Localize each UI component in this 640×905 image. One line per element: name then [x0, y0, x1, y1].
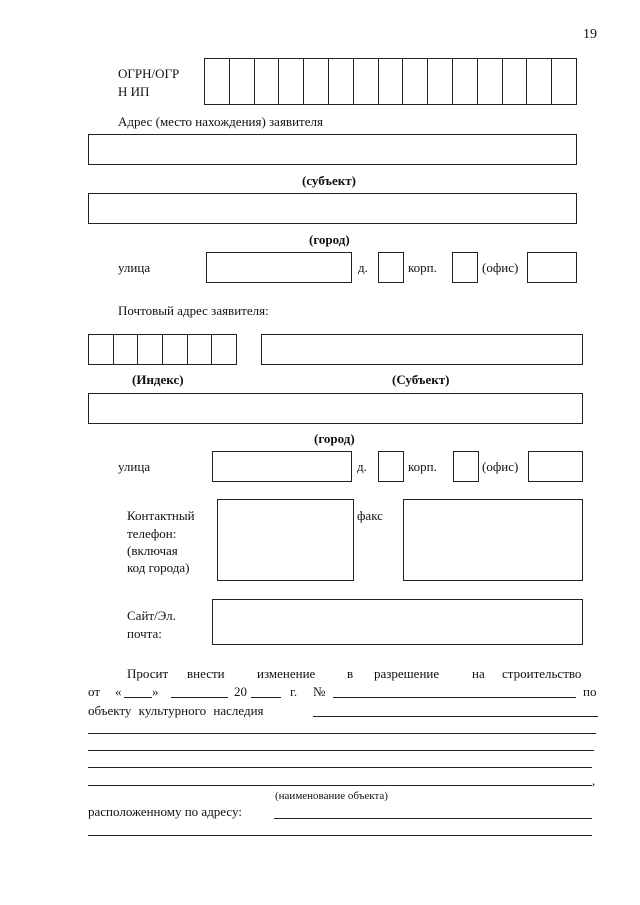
quote-close: » — [152, 684, 159, 699]
ogrn-cell[interactable] — [403, 59, 428, 104]
request-word: изменение — [257, 666, 316, 681]
object-name-blank[interactable] — [88, 733, 596, 734]
city-field[interactable] — [88, 193, 577, 224]
object-name-blank[interactable] — [88, 750, 594, 751]
ogrn-cell[interactable] — [230, 59, 255, 104]
postal-street-field[interactable] — [212, 451, 352, 482]
subject-caption: (субъект) — [302, 173, 356, 188]
street-field[interactable] — [206, 252, 352, 283]
request-word: на — [472, 666, 485, 681]
site-label-line1: Сайт/Эл. — [127, 608, 176, 623]
request-word: в — [347, 666, 354, 681]
office-field[interactable] — [527, 252, 577, 283]
location-address-blank[interactable] — [88, 835, 592, 836]
request-word: разрешение — [374, 666, 440, 681]
request-word: внести — [187, 666, 225, 681]
subject-field[interactable] — [88, 134, 577, 165]
postal-city-caption: (город) — [314, 431, 355, 446]
postal-building-label: корп. — [408, 459, 437, 474]
page-number: 19 — [583, 27, 597, 42]
cultural-object-label: объекту культурного наследия — [88, 703, 264, 718]
building-field[interactable] — [452, 252, 478, 283]
object-name-blank[interactable] — [88, 785, 592, 786]
postal-house-field[interactable] — [378, 451, 404, 482]
permit-number-blank[interactable] — [333, 697, 576, 698]
site-email-field[interactable] — [212, 599, 583, 645]
trailing-comma: , — [592, 773, 596, 788]
ogrn-cell[interactable] — [478, 59, 503, 104]
ogrn-cell[interactable] — [329, 59, 354, 104]
building-label: корп. — [408, 260, 437, 275]
fax-field[interactable] — [403, 499, 583, 581]
year-suffix: г. — [290, 684, 298, 699]
ogrn-cell[interactable] — [527, 59, 552, 104]
postal-office-field[interactable] — [528, 451, 583, 482]
house-label: д. — [358, 260, 368, 275]
ogrn-cell[interactable] — [354, 59, 379, 104]
postal-subject-caption: (Субъект) — [392, 372, 450, 387]
ogrn-cell[interactable] — [279, 59, 304, 104]
request-word: Просит — [127, 666, 169, 681]
office-label: (офис) — [482, 260, 519, 275]
year-prefix: 20 — [234, 684, 247, 699]
index-caption: (Индекс) — [132, 372, 184, 387]
postal-address-label: Почтовый адрес заявителя: — [118, 303, 269, 318]
ogrn-cell[interactable] — [255, 59, 280, 104]
index-cell[interactable] — [114, 335, 139, 364]
ogrn-label-line1: ОГРН/ОГР — [118, 66, 180, 81]
phone-label-line4: код города) — [127, 560, 190, 575]
month-blank[interactable] — [171, 697, 228, 698]
ogrn-cell[interactable] — [428, 59, 453, 104]
postal-office-label: (офис) — [482, 459, 519, 474]
object-name-blank[interactable] — [88, 767, 592, 768]
object-name-caption: (наименование объекта) — [275, 790, 388, 802]
year-blank[interactable] — [251, 697, 281, 698]
ogrn-cell[interactable] — [453, 59, 478, 104]
ogrn-cell[interactable] — [304, 59, 329, 104]
ogrn-cell[interactable] — [379, 59, 404, 104]
date-from-label: от — [88, 684, 101, 699]
ogrn-cell[interactable] — [205, 59, 230, 104]
index-cell[interactable] — [188, 335, 213, 364]
applicant-address-label: Адрес (место нахождения) заявителя — [118, 114, 323, 129]
site-label-line2: почта: — [127, 626, 162, 641]
phone-field[interactable] — [217, 499, 354, 581]
ogrn-cells[interactable] — [204, 58, 577, 105]
cultural-object-blank[interactable] — [313, 716, 598, 717]
house-field[interactable] — [378, 252, 404, 283]
postal-city-field[interactable] — [88, 393, 583, 424]
index-cell[interactable] — [89, 335, 114, 364]
day-blank[interactable] — [124, 697, 152, 698]
located-at-label: расположенному по адресу: — [88, 804, 242, 819]
postal-building-field[interactable] — [453, 451, 479, 482]
ogrn-label-line2: Н ИП — [118, 84, 150, 99]
index-cell[interactable] — [138, 335, 163, 364]
fax-label: факс — [357, 508, 383, 523]
index-cells[interactable] — [88, 334, 237, 365]
number-sign: № — [313, 684, 326, 699]
by-word: по — [583, 684, 597, 699]
ogrn-cell[interactable] — [503, 59, 528, 104]
phone-label-line1: Контактный — [127, 508, 195, 523]
index-cell[interactable] — [163, 335, 188, 364]
location-address-blank[interactable] — [274, 818, 592, 819]
request-word: строительство — [502, 666, 582, 681]
ogrn-cell[interactable] — [552, 59, 576, 104]
postal-house-label: д. — [357, 459, 367, 474]
street-label: улица — [118, 260, 151, 275]
index-cell[interactable] — [212, 335, 236, 364]
city-caption: (город) — [309, 232, 350, 247]
quote-open: « — [115, 684, 122, 699]
phone-label-line3: (включая — [127, 543, 178, 558]
phone-label-line2: телефон: — [127, 526, 177, 541]
postal-street-label: улица — [118, 459, 151, 474]
postal-subject-field[interactable] — [261, 334, 583, 365]
